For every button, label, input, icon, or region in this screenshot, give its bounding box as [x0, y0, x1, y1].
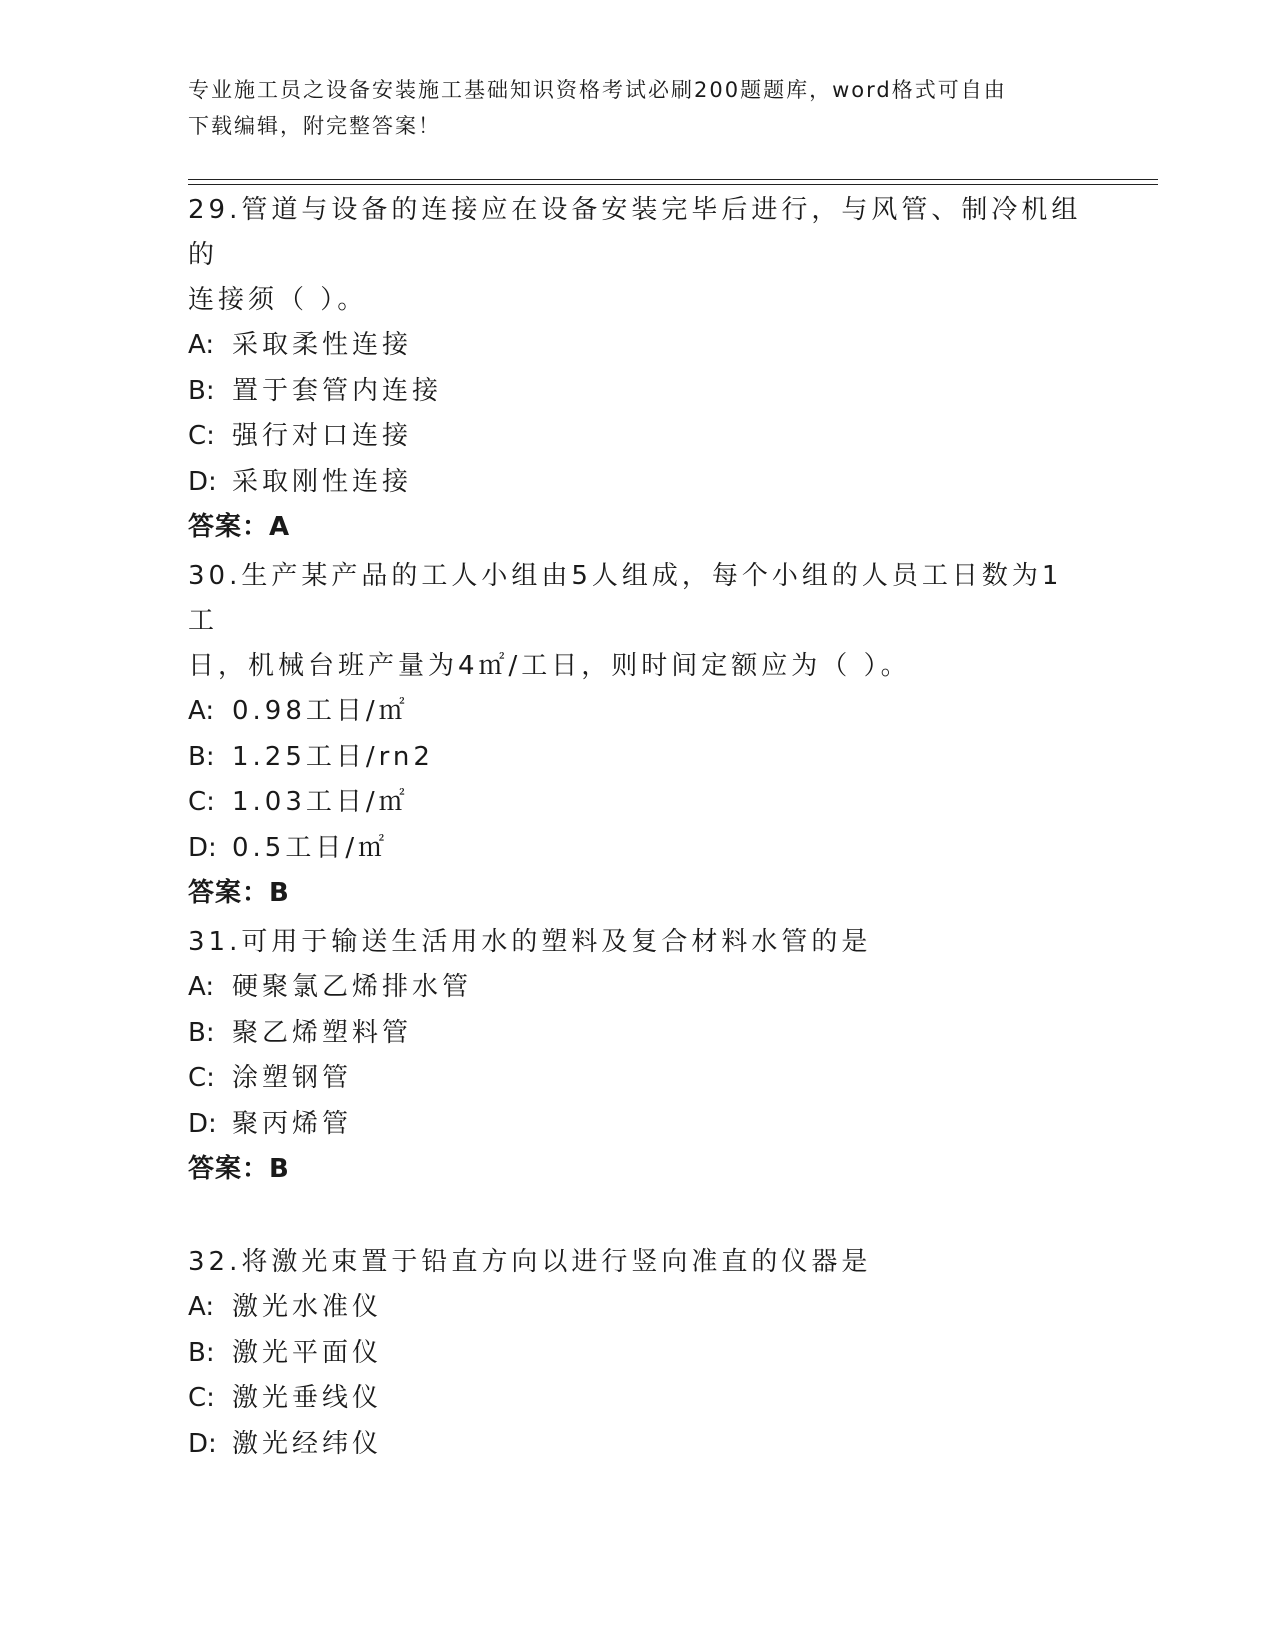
option-letter: C:: [188, 421, 215, 451]
question-stem-continued: 连接须（ ）。: [188, 285, 368, 315]
header-line-2: 下载编辑，附完整答案！: [188, 114, 441, 138]
answer: 答案：B: [188, 878, 290, 908]
option-text: 激光垂线仪: [232, 1383, 383, 1413]
option-text: 置于套管内连接: [232, 375, 443, 406]
option-a: [188, 689, 1088, 735]
option-text: 0.98工日/㎡: [232, 696, 409, 726]
question-stem: 32.将激光束置于铅直方向以进行竖向准直的仪器是: [188, 1247, 872, 1277]
option-b: [188, 1331, 1088, 1377]
option-letter: A:: [188, 696, 215, 726]
option-c: [188, 1376, 1088, 1422]
option-b: [188, 735, 1088, 781]
question-31: [188, 920, 1088, 1193]
option-letter: C:: [188, 1383, 215, 1413]
option-letter: D:: [188, 1428, 217, 1459]
option-text: 0.5工日/㎡: [232, 832, 389, 863]
option-a: [188, 965, 1088, 1011]
answer: 答案：B: [188, 1154, 290, 1184]
answer: 答案：A: [188, 512, 291, 542]
option-d: [188, 460, 1088, 506]
question-29: [188, 188, 1088, 551]
option-text: 激光经纬仪: [232, 1428, 383, 1459]
option-text: 涂塑钢管: [232, 1063, 353, 1093]
option-d: [188, 1102, 1088, 1148]
option-c: [188, 1056, 1088, 1102]
option-text: 激光平面仪: [232, 1337, 383, 1368]
option-text: 采取刚性连接: [232, 466, 413, 497]
option-letter: D:: [188, 1108, 217, 1139]
option-a: [188, 323, 1088, 369]
header-divider-bottom: [188, 184, 1158, 185]
option-c: [188, 780, 1088, 826]
option-letter: C:: [188, 1063, 215, 1093]
option-letter: A:: [188, 330, 215, 360]
option-d: [188, 826, 1088, 872]
question-stem: 31.可用于输送生活用水的塑料及复合材料水管的是: [188, 927, 872, 957]
option-letter: B:: [188, 375, 215, 406]
option-text: 1.25工日/rn2: [232, 741, 434, 772]
option-letter: B:: [188, 1017, 215, 1048]
option-text: 1.03工日/㎡: [232, 787, 409, 817]
question-32: [188, 1240, 1088, 1467]
option-text: 激光水准仪: [232, 1292, 383, 1322]
option-text: 强行对口连接: [232, 421, 413, 451]
option-letter: A:: [188, 972, 215, 1002]
option-letter: C:: [188, 787, 215, 817]
option-c: [188, 414, 1088, 460]
option-text: 聚丙烯管: [232, 1108, 353, 1139]
option-text: 采取柔性连接: [232, 330, 413, 360]
option-d: [188, 1422, 1088, 1468]
option-letter: B:: [188, 1337, 215, 1368]
header-divider-top: [188, 179, 1158, 180]
question-stem: 29.管道与设备的连接应在设备安装完毕后进行，与风管、制冷机组的: [188, 195, 1082, 270]
document-header: [188, 72, 1088, 144]
question-30: [188, 554, 1088, 917]
option-letter: B:: [188, 741, 215, 772]
option-b: [188, 1011, 1088, 1057]
option-text: 硬聚氯乙烯排水管: [232, 972, 473, 1002]
option-letter: D:: [188, 466, 217, 497]
header-line-1: 专业施工员之设备安装施工基础知识资格考试必刷200题题库，word格式可自由: [188, 78, 1007, 102]
question-stem-continued: 日，机械台班产量为4㎡/工日，则时间定额应为（ ）。: [188, 651, 911, 681]
question-stem: 30.生产某产品的工人小组由5人组成，每个小组的人员工日数为1工: [188, 561, 1063, 636]
option-letter: D:: [188, 832, 217, 863]
option-a: [188, 1285, 1088, 1331]
option-text: 聚乙烯塑料管: [232, 1017, 413, 1048]
option-letter: A:: [188, 1292, 215, 1322]
option-b: [188, 369, 1088, 415]
